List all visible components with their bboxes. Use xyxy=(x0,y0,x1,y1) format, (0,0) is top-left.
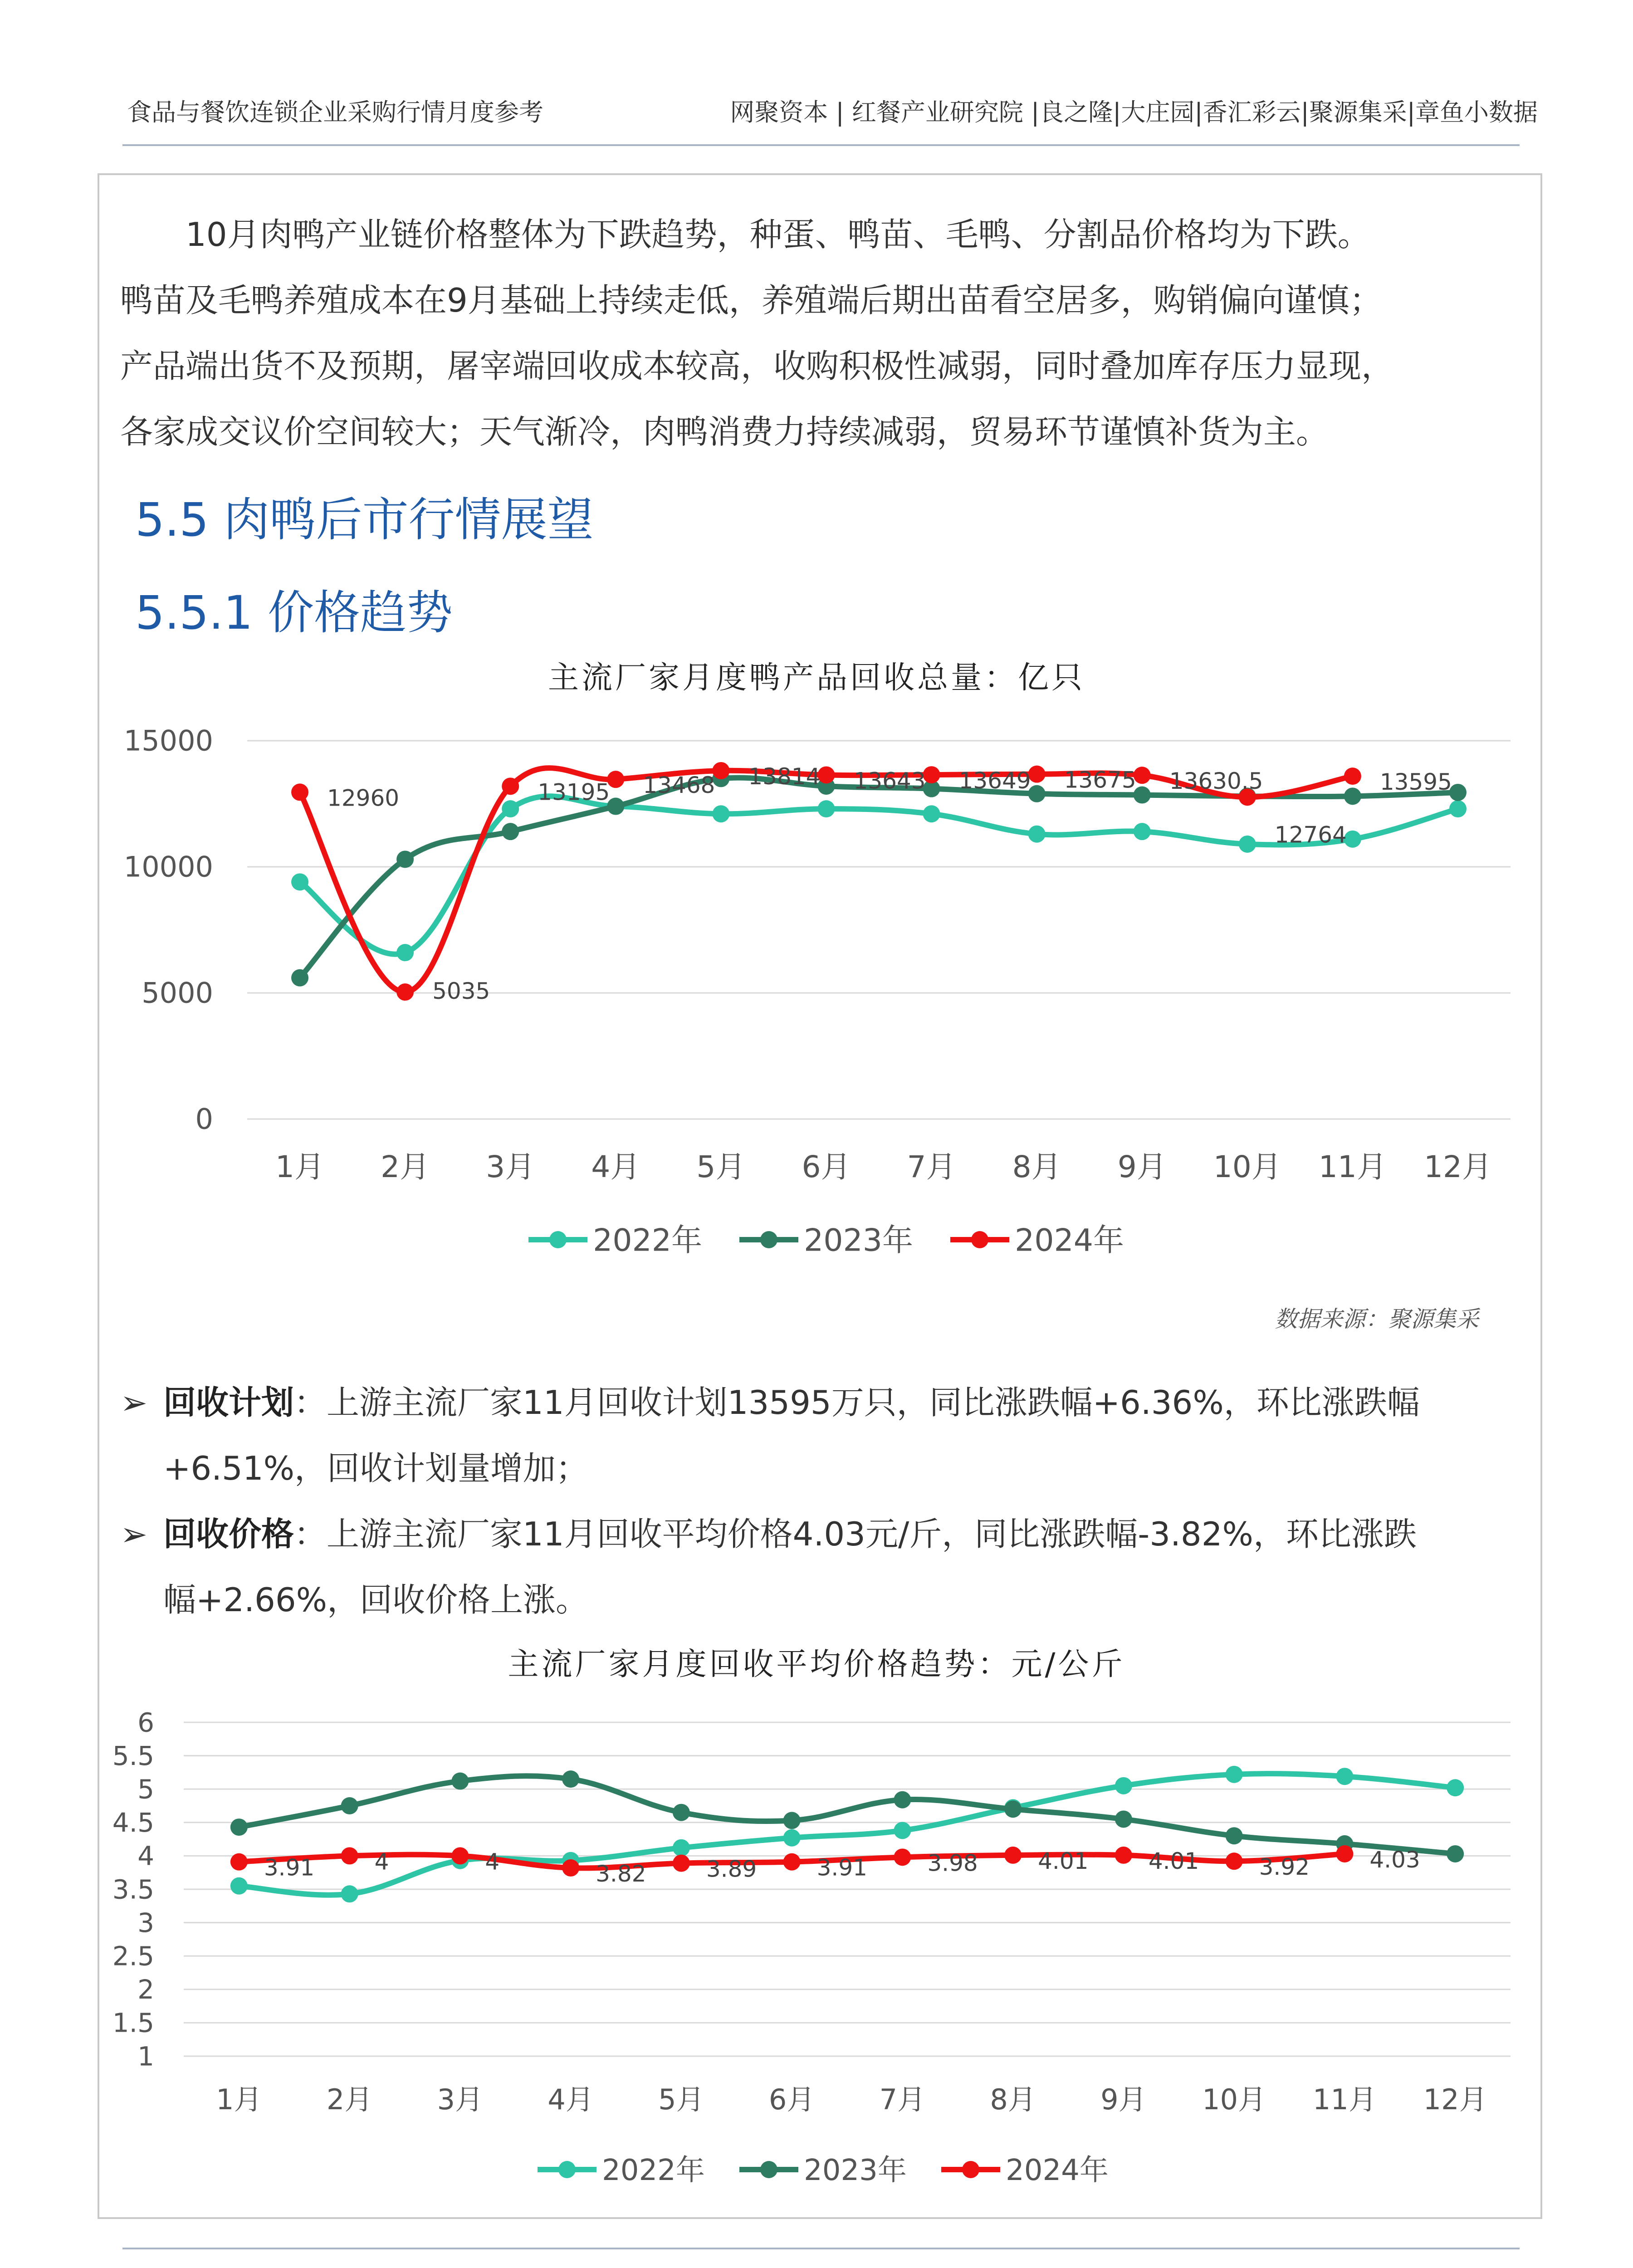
data-label: 3.91 xyxy=(816,1854,867,1881)
data-label: 13814 xyxy=(748,763,821,790)
data-label: 13195 xyxy=(538,779,610,806)
y-tick-label: 10000 xyxy=(123,850,213,884)
data-point xyxy=(562,1770,579,1788)
chart1-title: 主流厂家月度鸭产品回收总量：亿只 xyxy=(548,660,1085,696)
data-label: 3.98 xyxy=(927,1850,978,1877)
x-tick-label: 12月 xyxy=(1423,1149,1492,1184)
x-tick-label: 8月 xyxy=(1012,1149,1061,1184)
data-point xyxy=(673,1804,690,1821)
data-label: 5035 xyxy=(432,978,490,1005)
data-point xyxy=(673,1839,690,1857)
data-label: 12764 xyxy=(1274,821,1347,848)
arrow-bullet-icon: ➢ xyxy=(120,1383,148,1422)
legend-label: 2023年 xyxy=(804,2154,907,2188)
legend-marker xyxy=(962,2161,979,2178)
x-tick-label: 2月 xyxy=(381,1149,430,1184)
bullet-text-cont: +6.51%，回收计划量增加； xyxy=(163,1449,589,1487)
bullet-text: 上游主流厂家11月回收平均价格4.03元/斤，同比涨跌幅-3.82%，环比涨跌 xyxy=(327,1515,1417,1553)
bullet-label: 回收计划 xyxy=(163,1383,294,1422)
data-label: 13643 xyxy=(853,767,926,794)
data-label: 4 xyxy=(485,1848,500,1875)
data-point xyxy=(230,1818,248,1836)
data-label: 4.01 xyxy=(1038,1848,1089,1874)
data-point xyxy=(1226,1827,1243,1844)
data-point xyxy=(1226,1766,1243,1783)
x-tick-label: 10月 xyxy=(1202,2083,1266,2116)
x-tick-label: 12月 xyxy=(1423,2083,1487,2116)
intro-line: 10月肉鸭产业链价格整体为下跌趋势，种蛋、鸭苗、毛鸭、分割品价格均为下跌。 xyxy=(120,215,1370,254)
data-point xyxy=(1226,1853,1243,1870)
footer-divider xyxy=(122,2248,1520,2249)
x-tick-label: 1月 xyxy=(216,2083,262,2116)
x-tick-label: 6月 xyxy=(768,2083,815,2116)
data-point xyxy=(230,1853,248,1871)
data-point xyxy=(1004,1800,1022,1818)
legend-label: 2024年 xyxy=(1006,2154,1109,2188)
data-label: 3.91 xyxy=(264,1854,315,1881)
intro-line: 鸭苗及毛鸭养殖成本在9月基础上持续走低，养殖端后期出苗看空居多，购销偏向谨慎； xyxy=(120,281,1382,319)
y-tick-label: 15000 xyxy=(123,724,213,758)
data-point xyxy=(783,1853,801,1871)
y-tick-label: 2.5 xyxy=(112,1941,154,1972)
data-point xyxy=(894,1848,911,1866)
x-tick-label: 1月 xyxy=(275,1149,325,1184)
data-label: 13675 xyxy=(1064,767,1136,793)
data-label: 13468 xyxy=(643,772,715,799)
x-tick-label: 7月 xyxy=(907,1149,956,1184)
bullet-label: 回收价格 xyxy=(163,1515,294,1553)
x-tick-label: 3月 xyxy=(486,1149,535,1184)
data-point xyxy=(1115,1810,1132,1828)
intro-line: 各家成交议价空间较大；天气渐冷，肉鸭消费力持续减弱，贸易环节谨慎补货为主。 xyxy=(120,413,1329,451)
legend-label: 2023年 xyxy=(804,1222,914,1259)
legend-label: 2022年 xyxy=(593,1222,703,1259)
data-source: 数据来源：聚源集采 xyxy=(1275,1306,1479,1332)
data-point xyxy=(1004,1847,1022,1864)
legend-marker xyxy=(760,2161,777,2178)
legend-label: 2022年 xyxy=(602,2154,705,2188)
y-tick-label: 5000 xyxy=(142,976,213,1010)
x-tick-label: 8月 xyxy=(990,2083,1036,2116)
x-tick-label: 9月 xyxy=(1100,2083,1147,2116)
data-point xyxy=(341,1885,358,1902)
y-tick-label: 1.5 xyxy=(112,2007,154,2038)
data-point xyxy=(673,1855,690,1872)
data-point xyxy=(451,1773,469,1790)
x-tick-label: 5月 xyxy=(696,1149,746,1184)
data-point xyxy=(894,1822,911,1839)
y-tick-label: 1 xyxy=(137,2041,154,2072)
data-point xyxy=(1447,1845,1464,1862)
section-heading: 5.5 肉鸭后市行情展望 xyxy=(135,493,594,547)
y-tick-label: 4.5 xyxy=(112,1807,154,1838)
y-tick-label: 6 xyxy=(137,1707,154,1738)
data-label: 12960 xyxy=(327,785,400,811)
y-tick-label: 3.5 xyxy=(112,1874,154,1905)
subsection-heading: 5.5.1 价格趋势 xyxy=(135,586,453,640)
y-tick-label: 5.5 xyxy=(112,1740,154,1771)
x-tick-label: 7月 xyxy=(879,2083,926,2116)
data-point xyxy=(1115,1777,1132,1794)
intro-line: 产品端出货不及预期，屠宰端回收成本较高，收购积极性减弱，同时叠加库存压力显现， xyxy=(120,347,1394,385)
data-point xyxy=(1336,1845,1353,1862)
header-right-sources: 网聚资本 | 红餐产业研究院 |良之隆|大庄园|香汇彩云|聚源集采|章鱼小数据 xyxy=(730,98,1538,127)
header-left-title: 食品与餐饮连锁企业采购行情月度参考 xyxy=(127,98,543,127)
data-label: 3.92 xyxy=(1259,1854,1310,1881)
x-tick-label: 5月 xyxy=(658,2083,704,2116)
data-point xyxy=(451,1847,469,1864)
x-tick-label: 3月 xyxy=(437,2083,484,2116)
x-tick-label: 11月 xyxy=(1318,1149,1387,1184)
bullet-sep: ： xyxy=(294,1383,327,1422)
x-tick-label: 4月 xyxy=(591,1149,640,1184)
legend-label: 2024年 xyxy=(1015,1222,1125,1259)
data-point xyxy=(783,1812,801,1829)
bullet-text-cont: 幅+2.66%，回收价格上涨。 xyxy=(163,1581,589,1619)
x-tick-label: 11月 xyxy=(1312,2083,1377,2116)
x-tick-label: 10月 xyxy=(1213,1149,1281,1184)
y-tick-label: 3 xyxy=(137,1907,154,1938)
arrow-bullet-icon: ➢ xyxy=(120,1515,148,1553)
x-tick-label: 6月 xyxy=(802,1149,851,1184)
data-point xyxy=(562,1859,579,1877)
y-tick-label: 0 xyxy=(195,1102,213,1136)
data-point xyxy=(783,1829,801,1847)
bullet-sep: ： xyxy=(294,1515,327,1553)
x-tick-label: 2月 xyxy=(326,2083,373,2116)
legend-marker xyxy=(558,2161,576,2178)
y-tick-label: 5 xyxy=(137,1774,154,1805)
data-point xyxy=(894,1791,911,1809)
data-label: 3.82 xyxy=(596,1860,646,1887)
chart2-title: 主流厂家月度回收平均价格趋势：元/公斤 xyxy=(508,1647,1125,1682)
data-point xyxy=(1447,1779,1464,1796)
data-label: 4 xyxy=(374,1848,389,1875)
y-tick-label: 4 xyxy=(137,1840,154,1872)
data-point xyxy=(341,1847,358,1864)
data-label: 13630.5 xyxy=(1169,768,1263,795)
data-label: 13649 xyxy=(958,767,1031,794)
data-label: 3.89 xyxy=(706,1856,757,1882)
data-label: 4.03 xyxy=(1369,1846,1420,1873)
data-point xyxy=(1115,1847,1132,1864)
data-label: 13595 xyxy=(1379,769,1452,796)
series-line-2023年 xyxy=(239,1776,1455,1854)
y-tick-label: 2 xyxy=(137,1974,154,2005)
data-label: 4.01 xyxy=(1148,1848,1199,1874)
data-point xyxy=(1336,1768,1353,1785)
bullet-text: 上游主流厂家11月回收计划13595万只，同比涨跌幅+6.36%，环比涨跌幅 xyxy=(327,1383,1420,1422)
data-point xyxy=(341,1797,358,1814)
data-point xyxy=(230,1877,248,1895)
x-tick-label: 4月 xyxy=(548,2083,594,2116)
x-tick-label: 9月 xyxy=(1117,1149,1167,1184)
